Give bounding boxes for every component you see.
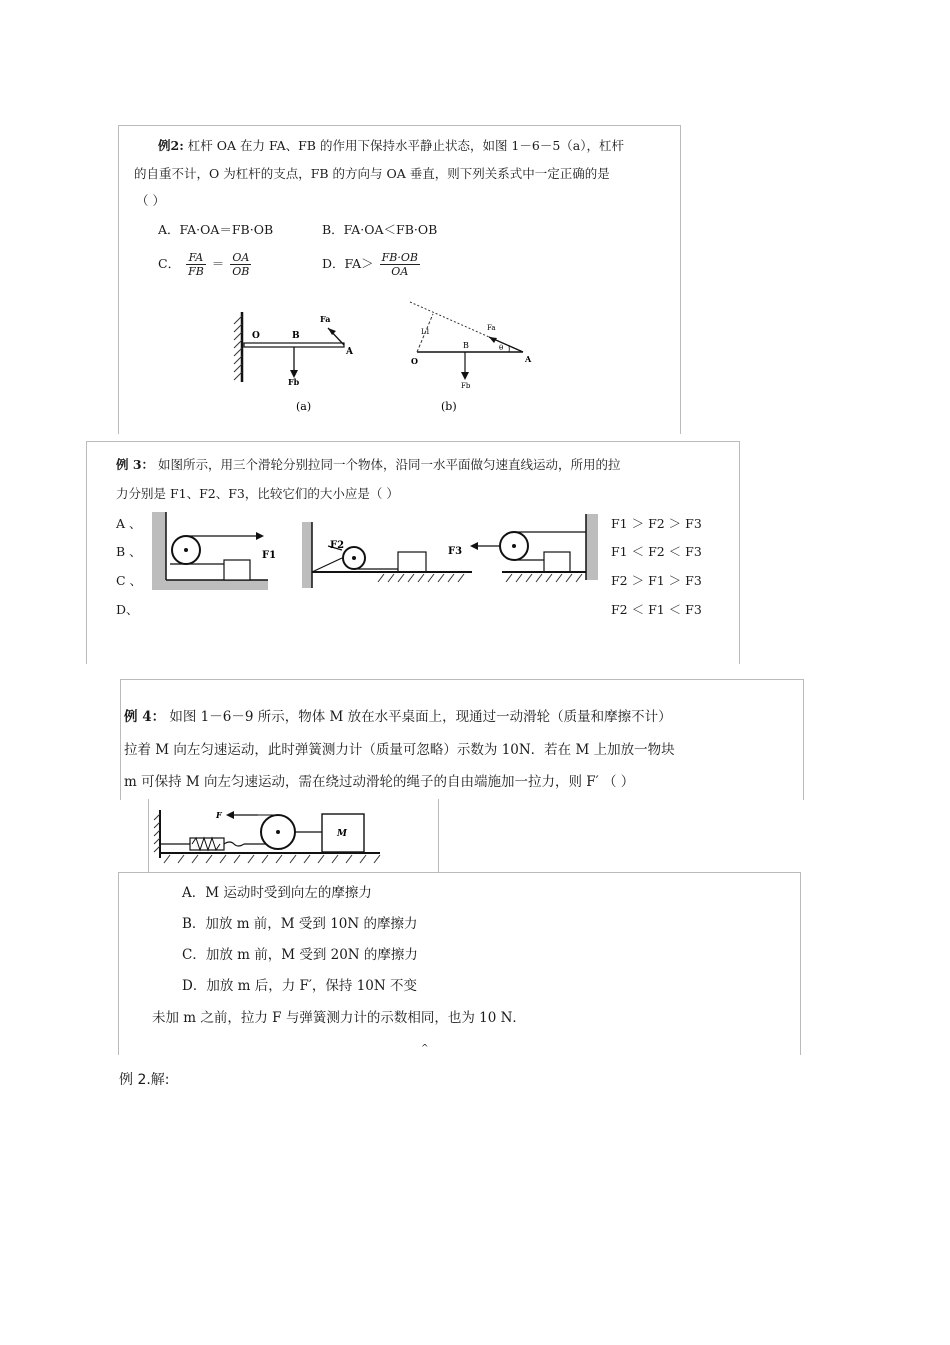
- ex3-answer-a: F1 ＞ F2 ＞ F3: [611, 516, 702, 531]
- ex4-text-1: 如图 1－6－9 所示，物体 M 放在水平桌面上，现通过一动滑轮（质量和摩擦不计）: [169, 709, 672, 725]
- ex3-answer-b: F1 ＜ F2 ＜ F3: [611, 544, 702, 559]
- ex2-fig-b-caption: (b): [441, 400, 457, 413]
- ex2-fig-b-label-A: A: [525, 354, 532, 364]
- ex2-fig-a-caption: (a): [296, 400, 312, 413]
- ex2-fig-b-label-B: B: [463, 341, 469, 350]
- ex2-fig-a-label-Fb: Fb: [288, 377, 300, 387]
- ex4-option-b: B．加放 m 前，M 受到 10N 的摩擦力: [182, 916, 418, 932]
- ex3-fig-label-f1: F1: [262, 550, 277, 561]
- ex4-line-3: m 可保持 M 向左匀速运动，需在绕过动滑轮的绳子的自由端施加一拉力，则 F′ （ ）: [124, 774, 635, 790]
- ex2-line-3: （ ）: [136, 193, 165, 208]
- ex2-figure-b: [405, 300, 540, 415]
- ex4-mark: ^: [421, 1044, 429, 1054]
- ex2-heading: 例2:: [158, 138, 184, 153]
- ex3-figure: [152, 510, 602, 592]
- solution-label: 例 2.解:: [119, 1072, 170, 1088]
- ex2-fig-b-label-theta: θ: [499, 344, 504, 352]
- ex2-line-2: 的自重不计，O 为杠杆的支点，FB 的方向与 OA 垂直，则下列关系式中一定正确的是: [134, 166, 610, 181]
- ex2-fig-a-label-A: A: [346, 347, 353, 357]
- ex4-line-2: 拉着 M 向左匀速运动，此时弹簧测力计（质量可忽略）示数为 10N．若在 M 上加放一物块: [124, 742, 675, 758]
- ex2-text-1: 杠杆 OA 在力 FA、FB 的作用下保持水平静止状态，如图 1－6－5（a），杠杆: [187, 138, 624, 153]
- ex4-note: 未加 m 之前，拉力 F 与弹簧测力计的示数相同，也为 10 N．: [152, 1010, 526, 1026]
- ex3-answer-d: F2 ＜ F1 ＜ F3: [611, 602, 702, 617]
- ex4-option-a: A．M 运动时受到向左的摩擦力: [182, 885, 372, 901]
- ex2-figure-a: [228, 310, 368, 415]
- ex2-fig-b-label-Fa: Fa: [487, 324, 496, 332]
- ex4-fig-label-M: M: [337, 829, 347, 839]
- ex3-option-b: B 、: [116, 544, 142, 559]
- ex2-fig-a-label-B: B: [292, 331, 300, 341]
- ex2-fig-a-label-Fa: Fa: [320, 314, 331, 324]
- ex2-fig-b-label-Fb: Fb: [461, 382, 471, 390]
- ex2-option-d: D．FA＞ $\frac{FB\cdot OB}{OA}$: [322, 251, 418, 278]
- ex2-option-b: B．FA·OA＜FB·OB: [322, 222, 438, 237]
- ex2-option-d-frac: $\frac{FB\cdot OB}{OA}$: [381, 251, 418, 278]
- ex2-line-1: [158, 136, 624, 154]
- ex2-fig-b-label-O: O: [411, 356, 418, 366]
- ex3-option-a: A 、: [116, 516, 142, 531]
- ex3-text-1: 如图所示，用三个滑轮分别拉同一个物体，沿同一水平面做匀速直线运动，所用的拉: [158, 457, 621, 472]
- ex2-fig-b-label-L1: L1: [421, 328, 431, 336]
- ex2-option-c-rhs: $\frac{OA}{OB}$: [232, 251, 250, 278]
- ex4-figure: [154, 806, 394, 868]
- ex3-fig-label-f3: F3: [448, 546, 463, 557]
- ex2-option-c: C． $\frac{FA}{FB}$ ＝ $\frac{OA}{OB}$: [158, 251, 250, 278]
- ex3-option-d: D、: [116, 602, 139, 617]
- ex4-option-d: D．加放 m 后，力 F′，保持 10N 不变: [182, 978, 418, 994]
- ex3-heading: 例 3：: [116, 457, 155, 472]
- ex2-option-a: A．FA·OA＝FB·OB: [158, 222, 274, 237]
- ex4-option-c: C．加放 m 前，M 受到 20N 的摩擦力: [182, 947, 418, 963]
- ex3-option-c: C 、: [116, 573, 143, 588]
- ex2-fig-a-label-O: O: [252, 331, 260, 341]
- ex4-fig-label-F: F: [216, 810, 222, 820]
- ex3-answer-c: F2 ＞ F1 ＞ F3: [611, 573, 702, 588]
- ex4-line-1: [124, 705, 672, 725]
- ex2-option-c-lhs: $\frac{FA}{FB}$: [188, 251, 204, 278]
- ex3-line-2: 力分别是 F1、F2、F3，比较它们的大小应是（ ）: [116, 486, 399, 501]
- ex3-fig-label-f2: F2: [330, 540, 345, 551]
- ex3-line-1: [116, 455, 621, 473]
- ex4-heading: 例 4：: [124, 709, 166, 725]
